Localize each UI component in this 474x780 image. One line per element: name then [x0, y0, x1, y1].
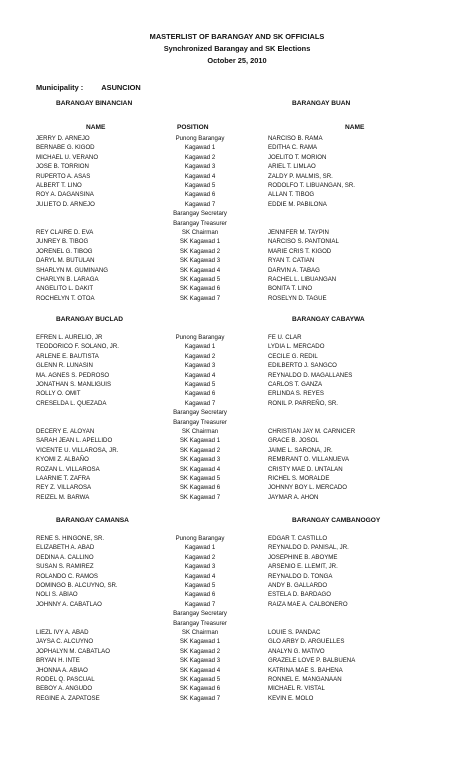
official-position: Kagawad 7 [184, 399, 216, 407]
official-name-left: SUSAN S. RAMIREZ [36, 563, 94, 571]
official-position: Kagawad 6 [184, 390, 216, 398]
table-row [0, 390, 474, 399]
official-name-right: ANDY B. GALLARDO [268, 582, 328, 589]
official-position: Kagawad 1 [184, 144, 216, 152]
table-row [0, 182, 474, 191]
table-row [0, 238, 474, 247]
official-name-right: EDGAR T. CASTILLO [268, 535, 328, 542]
table-row [0, 419, 474, 428]
table-row [0, 285, 474, 294]
official-position: SK Kagawad 4 [179, 266, 221, 274]
official-name-right: LOUIE S. PANDAC [268, 629, 321, 636]
official-name-right: CRISTY MAE D. UNTALAN [268, 465, 343, 473]
official-name-left: BERNABE G. KIGOD [36, 144, 95, 152]
document-title: MASTERLIST OF BARANGAY AND SK OFFICIALS [149, 32, 325, 41]
official-name-left: RENE S. HINGONE, SR. [36, 535, 105, 542]
official-position: Kagawad 3 [184, 362, 216, 370]
official-name-left: TEODORICO F. SOLANO, JR. [36, 343, 119, 351]
official-name-left: JHONNA A. ABIAO [36, 666, 88, 674]
official-position: SK Kagawad 2 [179, 247, 221, 255]
table-row [0, 173, 474, 182]
table-row [0, 629, 474, 638]
official-name-left: NOLI S. ABIAO [36, 591, 78, 599]
official-position: Kagawad 7 [184, 600, 216, 608]
table-row [0, 563, 474, 572]
table-row [0, 676, 474, 685]
official-position: SK Kagawad 6 [179, 685, 221, 693]
official-name-right: JOSEPHINE B. ABOYME [268, 553, 338, 561]
official-name-right: RACHEL L. LIBUANGAN [268, 276, 337, 283]
official-name-right: ZALDY P. MALMIS, SR. [268, 172, 333, 180]
official-name-right: RONIL P. PARREÑO, SR. [268, 399, 338, 407]
table-row [0, 257, 474, 266]
municipality-line [36, 83, 141, 92]
barangay-name-right: BARANGAY CAMBANOGOY [292, 517, 381, 524]
official-name-right: DARVIN A. TABAG [268, 266, 320, 274]
official-position: SK Kagawad 5 [179, 475, 221, 482]
table-row [0, 428, 474, 437]
table-row [0, 381, 474, 390]
table-row [0, 409, 474, 418]
official-position: SK Kagawad 4 [179, 465, 221, 473]
table-row [0, 276, 474, 285]
official-position: Kagawad 7 [184, 200, 216, 208]
table-row [0, 343, 474, 352]
official-position: SK Kagawad 3 [179, 456, 221, 464]
official-name-left: REY Z. VILLAROSA [36, 484, 92, 492]
official-name-right: RODOLFO T. LIBUANGAN, SR. [268, 182, 355, 189]
official-position: Barangay Treasurer [173, 619, 227, 627]
official-name-right: FE U. CLAR [268, 334, 302, 341]
table-row [0, 163, 474, 172]
official-name-right: JOELITO T. MORION [268, 153, 327, 161]
official-name-right: JAIME L. SARONA, JR. [268, 446, 333, 454]
official-name-left: RUPERTO A. ASAS [36, 172, 91, 180]
official-name-left: VICENTE U. VILLAROSA, JR. [36, 446, 119, 454]
official-name-left: MICHAEL U. VERANO [36, 153, 99, 161]
official-position: Punong Barangay [175, 334, 225, 341]
table-row [0, 144, 474, 153]
official-name-left: ROZAN L. VILLAROSA [36, 465, 100, 473]
table-row [0, 400, 474, 409]
official-name-right: ARSENIO E. LLEMIT, JR. [268, 563, 338, 571]
official-name-right: GRACE B. JOSOL [268, 437, 319, 445]
official-name-right: KEVIN E. MOLO [268, 694, 314, 702]
official-name-right: EDDIE M. PABILONA [268, 200, 327, 208]
official-position: Kagawad 4 [184, 371, 216, 379]
official-position: Kagawad 2 [184, 352, 216, 360]
table-row [0, 372, 474, 381]
official-name-right: REYNALDO D. MAGALLANES [268, 371, 353, 379]
official-name-left: JULIETO D. ARNEJO [36, 200, 95, 208]
official-position: Kagawad 5 [184, 381, 216, 388]
official-name-left: JOHNNY A. CABATLAO [36, 600, 102, 608]
official-name-left: JUNREY B. TIBOG [36, 238, 89, 246]
official-position: SK Kagawad 2 [179, 647, 221, 655]
official-name-left: MA. AGNES S. PEDROSO [36, 371, 110, 379]
official-position: SK Kagawad 5 [179, 676, 221, 683]
official-name-right: EDITHA C. RAMA [268, 144, 318, 152]
official-position: SK Kagawad 7 [179, 294, 221, 302]
official-position: Kagawad 1 [184, 544, 216, 552]
official-name-right: ESTELA D. BARDAGO [268, 591, 331, 599]
table-row [0, 229, 474, 238]
official-name-right: MICHAEL R. VISTAL [268, 685, 325, 693]
official-name-right: KATRINA MAE S. BAHENA [268, 666, 343, 674]
official-name-left: ROY A. DAGANSINA [36, 191, 94, 199]
official-position: SK Kagawad 3 [179, 657, 221, 665]
official-name-left: JOSE B. TORRION [36, 163, 89, 171]
official-position: Kagawad 2 [184, 553, 216, 561]
barangay-name-right: BARANGAY BUAN [292, 100, 351, 107]
table-row [0, 154, 474, 163]
table-row [0, 475, 474, 484]
official-name-right: CHRISTIAN JAY M. CARNICER [268, 428, 356, 435]
official-name-right: GLO ARBY D. ARGUELLES [268, 638, 345, 646]
barangay-name-left: BARANGAY CAMANSA [56, 517, 129, 524]
table-row [0, 334, 474, 343]
table-row [0, 695, 474, 704]
official-name-right: REYNALDO D. TONGA [268, 572, 333, 580]
official-position: SK Kagawad 5 [179, 276, 221, 283]
official-position: Kagawad 4 [184, 172, 216, 180]
official-name-right: BONITA T. LINO [268, 285, 313, 293]
official-position: Barangay Secretary [173, 210, 227, 218]
official-name-left: JONATHAN S. MANLIGUIS [36, 381, 112, 388]
official-name-right: CECILE G. REDIL [268, 352, 318, 360]
table-row [0, 610, 474, 619]
table-row [0, 220, 474, 229]
table-row [0, 201, 474, 210]
barangay-name-left: BARANGAY BINANCIAN [56, 100, 133, 107]
official-name-right: ROSELYN D. TAGUE [268, 294, 327, 302]
official-name-left: GLENN R. LUNASIN [36, 362, 93, 370]
official-position: SK Chairman [181, 229, 219, 236]
official-name-left: CRESELDA L. QUEZADA [36, 399, 107, 407]
official-name-left: JAYSA C. ALCUYNO [36, 638, 94, 646]
official-position: Barangay Secretary [173, 409, 227, 417]
official-position: Barangay Treasurer [173, 219, 227, 227]
official-name-left: REY CLAIRE D. EVA [36, 229, 94, 236]
table-row [0, 494, 474, 503]
table-row [0, 573, 474, 582]
official-name-right: LYDIA L. MERCADO [268, 343, 325, 351]
official-name-left: DOMINGO B. ALCUYNO, SR. [36, 582, 118, 589]
official-position: Kagawad 6 [184, 191, 216, 199]
table-row [0, 685, 474, 694]
official-name-right: RAIZA MAE A. CALBONERO [268, 600, 348, 608]
table-row [0, 210, 474, 219]
official-name-left: ELIZABETH A. ABAD [36, 544, 95, 552]
official-name-left: JOPHALYN M. CABATLAO [36, 647, 110, 655]
official-name-right: RONNEL E. MANGANAAN [268, 676, 342, 683]
table-row [0, 620, 474, 629]
official-position: SK Kagawad 7 [179, 493, 221, 501]
table-row [0, 648, 474, 657]
official-name-left: DARYL M. BUTULAN [36, 257, 95, 265]
column-header-name: NAME [86, 124, 106, 131]
official-name-left: ANGELITO L. DAKIT [36, 285, 94, 293]
official-position: SK Kagawad 1 [179, 238, 221, 246]
official-name-left: KYOMI Z. ALBAÑO [36, 456, 89, 464]
official-name-right: GRAZELE LOVE P. BALBUENA [268, 657, 356, 665]
table-row [0, 466, 474, 475]
official-name-right: REYNALDO D. PANISAL, JR. [268, 544, 349, 552]
official-name-right: EDILBERTO J. SANGCO [268, 362, 337, 370]
official-name-right: RICHEL S. MORALDE [268, 475, 330, 482]
official-position: SK Kagawad 4 [179, 666, 221, 674]
official-position: SK Kagawad 1 [179, 638, 221, 646]
official-position: SK Kagawad 6 [179, 285, 221, 293]
official-name-left: SARAH JEAN L. APELLIDO [36, 437, 113, 445]
official-name-left: DEDINA A. CALLINO [36, 553, 94, 561]
official-position: Kagawad 5 [184, 182, 216, 189]
official-position: SK Chairman [181, 428, 219, 435]
official-name-right: JOHNNY BOY L. MERCADO [268, 484, 348, 492]
official-position: Kagawad 5 [184, 582, 216, 589]
table-row [0, 267, 474, 276]
official-position: Kagawad 6 [184, 591, 216, 599]
municipality-value: ASUNCION [101, 83, 141, 92]
table-row [0, 554, 474, 563]
table-row [0, 447, 474, 456]
table-row [0, 353, 474, 362]
table-row [0, 601, 474, 610]
official-name-right: ERLINDA S. REYES [268, 390, 324, 398]
official-name-right: CARLOS T. GANZA [268, 381, 323, 388]
column-header-position: POSITION [177, 124, 209, 131]
official-position: SK Kagawad 1 [179, 437, 221, 445]
official-name-left: EFREN L. AURELIO, JR [36, 334, 103, 341]
official-name-left: RODEL Q. PASCUAL [36, 676, 95, 683]
official-position: Kagawad 2 [184, 153, 216, 161]
official-name-left: REIZEL M. BARWA [36, 493, 90, 501]
official-position: Kagawad 3 [184, 563, 216, 571]
barangay-name-left: BARANGAY BUCLAD [56, 316, 124, 323]
official-name-left: JORENEL G. TIBOG [36, 247, 93, 255]
official-name-right: NARCISO S. PANTONIAL [268, 238, 339, 246]
table-row [0, 456, 474, 465]
official-position: Barangay Treasurer [173, 418, 227, 426]
official-position: Kagawad 3 [184, 163, 216, 171]
official-name-left: ROLANDO C. RAMOS [36, 572, 98, 580]
official-position: Barangay Secretary [173, 610, 227, 618]
table-row [0, 544, 474, 553]
official-name-right: RYAN T. CATIAN [268, 257, 315, 265]
municipality-label: Municipality : [36, 83, 84, 92]
official-name-left: DECERY E. ALOYAN [36, 428, 95, 435]
official-name-left: REGINE A. ZAPATOSE [36, 694, 100, 702]
official-name-right: ANALYN G. MATIVO [268, 647, 325, 655]
official-name-left: ROCHELYN T. OTOA [36, 294, 95, 302]
barangay-name-right: BARANGAY CABAYWA [292, 316, 365, 323]
official-name-right: MARIE CRIS T. KIGOD [268, 247, 332, 255]
table-row [0, 191, 474, 200]
official-name-right: ARIEL T. LIMLAO [268, 163, 316, 171]
official-position: SK Kagawad 7 [179, 694, 221, 702]
table-row [0, 248, 474, 257]
official-position: Punong Barangay [175, 135, 225, 142]
table-row [0, 667, 474, 676]
official-name-right: REMBRANT O. VILLANUEVA [268, 456, 350, 464]
official-name-left: ARLENE E. BAUTISTA [36, 352, 99, 360]
table-row [0, 484, 474, 493]
official-name-right: ALLAN T. TIBOG [268, 191, 315, 199]
table-row [0, 135, 474, 144]
official-name-left: LIEZL IVY A. ABAD [36, 629, 89, 636]
document-subtitle: Synchronized Barangay and SK Elections [163, 44, 311, 53]
official-name-left: BEBOY A. ANGUDO [36, 685, 93, 693]
official-name-right: JENNIFER M. TAYPIN [268, 229, 329, 236]
document-date: October 25, 2010 [207, 56, 267, 65]
table-row [0, 591, 474, 600]
official-position: SK Kagawad 3 [179, 257, 221, 265]
official-position: SK Kagawad 6 [179, 484, 221, 492]
official-name-left: SHARLYN M. GUMINANG [36, 266, 109, 274]
official-name-left: JERRY D. ARNEJO [36, 135, 90, 142]
table-row [0, 362, 474, 371]
official-position: Punong Barangay [175, 535, 225, 542]
official-position: SK Chairman [181, 629, 219, 636]
official-position: SK Kagawad 2 [179, 446, 221, 454]
table-row [0, 295, 474, 304]
official-name-left: BRYAN H. INTE [36, 657, 80, 665]
table-row [0, 582, 474, 591]
table-row [0, 638, 474, 647]
table-row [0, 657, 474, 666]
official-position: Kagawad 4 [184, 572, 216, 580]
table-row [0, 535, 474, 544]
official-name-left: LAARNIE T. ZAFRA [36, 475, 91, 482]
official-name-right: NARCISO B. RAMA [268, 135, 323, 142]
column-header-name-right: NAME [345, 124, 365, 131]
official-name-left: ROLLY O. OMIT [36, 390, 81, 398]
official-name-left: CHARLYN B. LARAGA [36, 276, 99, 283]
official-name-left: ALBERT T. LINO [36, 182, 82, 189]
official-name-right: JAYMAR A. AHON [268, 493, 319, 501]
table-row [0, 437, 474, 446]
official-position: Kagawad 1 [184, 343, 216, 351]
